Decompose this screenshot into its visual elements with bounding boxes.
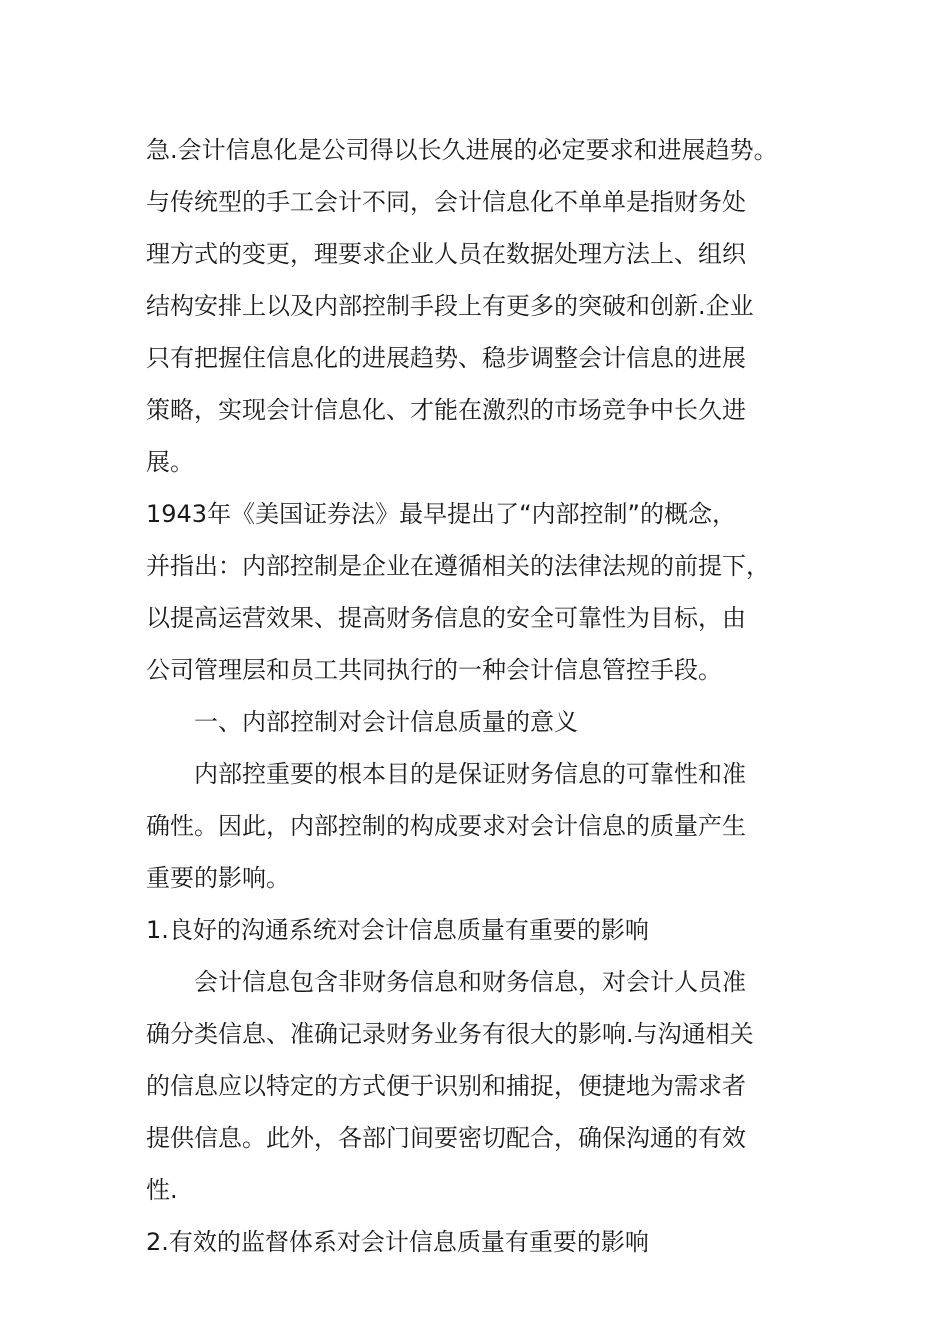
text-line: 以提高运营效果、提高财务信息的安全可靠性为目标，由	[146, 604, 746, 632]
text-line: 提供信息。此外，各部门间要密切配合，确保沟通的有效	[146, 1124, 746, 1152]
section-heading: 一、内部控制对会计信息质量的意义	[194, 708, 578, 736]
text-line: 重要的影响。	[146, 864, 290, 892]
text-line: 急.会计信息化是公司得以长久进展的必定要求和进展趋势。	[146, 136, 778, 164]
text-line: 展。	[146, 448, 194, 476]
text-line: 内部控重要的根本目的是保证财务信息的可靠性和准	[194, 760, 746, 788]
text-line: 并指出：内部控制是企业在遵循相关的法律法规的前提下，	[146, 552, 770, 580]
text-line: 的信息应以特定的方式便于识别和捕捉，便捷地为需求者	[146, 1072, 746, 1100]
document-body	[146, 124, 816, 1268]
text-line: 会计信息包含非财务信息和财务信息，对会计人员准	[194, 968, 746, 996]
text-line: 与传统型的手工会计不同，会计信息化不单单是指财务处	[146, 188, 746, 216]
text-line: 确性。因此，内部控制的构成要求对会计信息的质量产生	[146, 812, 746, 840]
text-line: 策略，实现会计信息化、才能在激烈的市场竞争中长久进	[146, 396, 746, 424]
text-line: 1943年《美国证券法》最早提出了“内部控制”的概念，	[146, 500, 736, 528]
subsection-heading: 1.良好的沟通系统对会计信息质量有重要的影响	[146, 916, 649, 944]
subsection-heading: 2.有效的监督体系对会计信息质量有重要的影响	[146, 1228, 649, 1256]
text-line: 结构安排上以及内部控制手段上有更多的突破和创新.企业	[146, 292, 754, 320]
text-line: 理方式的变更，理要求企业人员在数据处理方法上、组织	[146, 240, 746, 268]
text-line: 只有把握住信息化的进展趋势、稳步调整会计信息的进展	[146, 344, 746, 372]
text-line: 性.	[146, 1176, 178, 1204]
text-line: 公司管理层和员工共同执行的一种会计信息管控手段。	[146, 656, 722, 684]
text-line: 确分类信息、准确记录财务业务有很大的影响.与沟通相关	[146, 1020, 754, 1048]
